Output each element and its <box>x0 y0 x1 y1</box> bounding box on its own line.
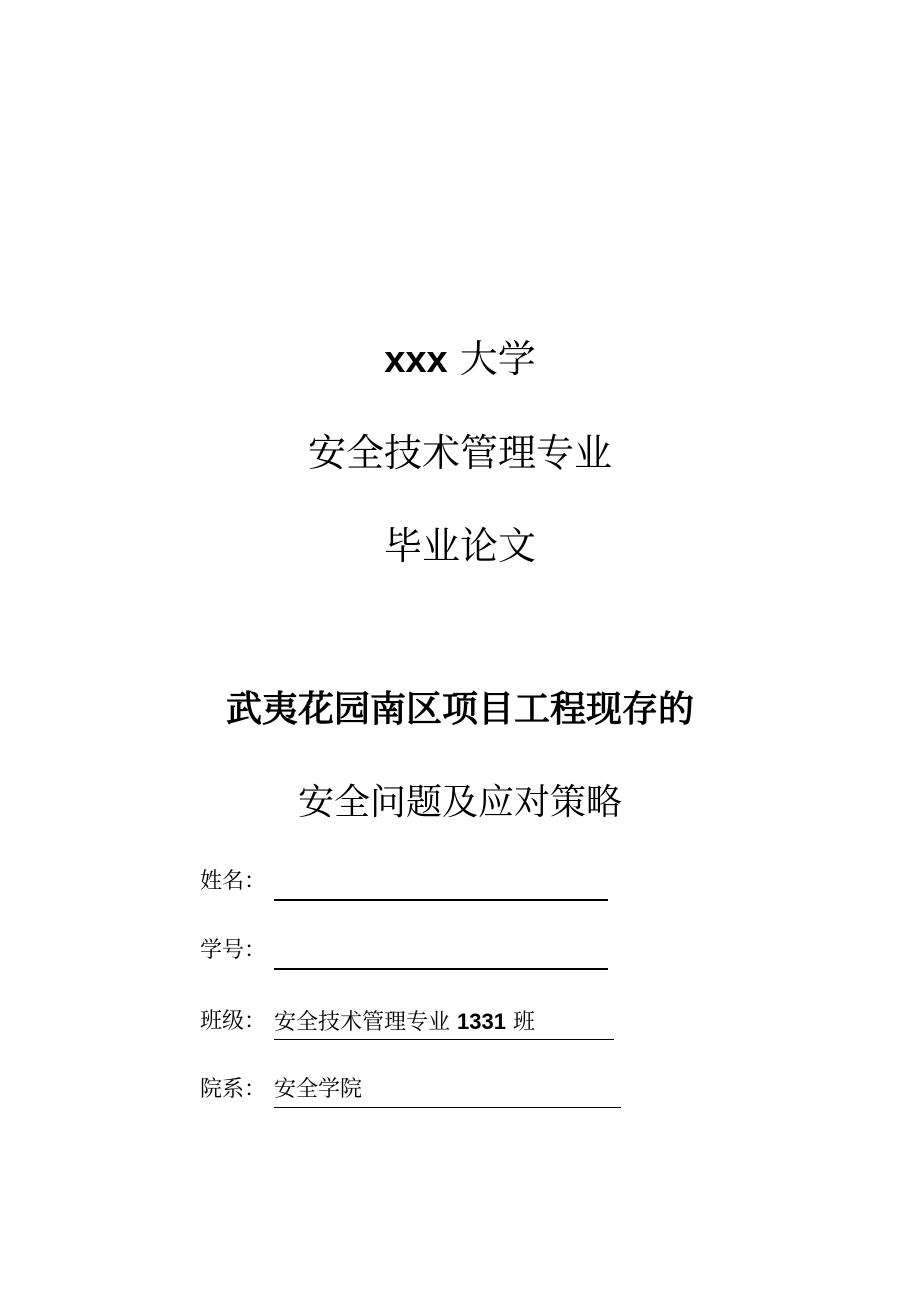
thesis-title-line-2: 安全问题及应对策略 <box>297 782 622 823</box>
name-label: 姓名： <box>200 869 267 894</box>
university-name <box>0 337 920 381</box>
thesis-title-line-1: 武夷花园南区项目工程现存的 <box>225 689 694 730</box>
department-label: 院系： <box>200 1077 267 1102</box>
class-value-text: 安全技术管理专业 <box>274 1010 451 1035</box>
class-label: 班级： <box>200 1009 267 1034</box>
university-suffix: 大学 <box>459 337 536 381</box>
class-value-number: 1331 <box>457 1009 506 1034</box>
class-value-line <box>274 1007 614 1040</box>
name-value-line <box>274 867 608 901</box>
department-value-line <box>274 1075 621 1108</box>
class-value <box>274 1011 535 1034</box>
major-name: 安全技术管理专业 <box>307 431 612 475</box>
student-id-label: 学号： <box>200 938 267 963</box>
document-type: 毕业论文 <box>383 524 536 568</box>
university-prefix: xxx <box>384 339 448 381</box>
department-value: 安全学院 <box>274 1077 363 1102</box>
student-id-value-line <box>274 936 608 970</box>
class-value-suffix: 班 <box>512 1010 535 1035</box>
